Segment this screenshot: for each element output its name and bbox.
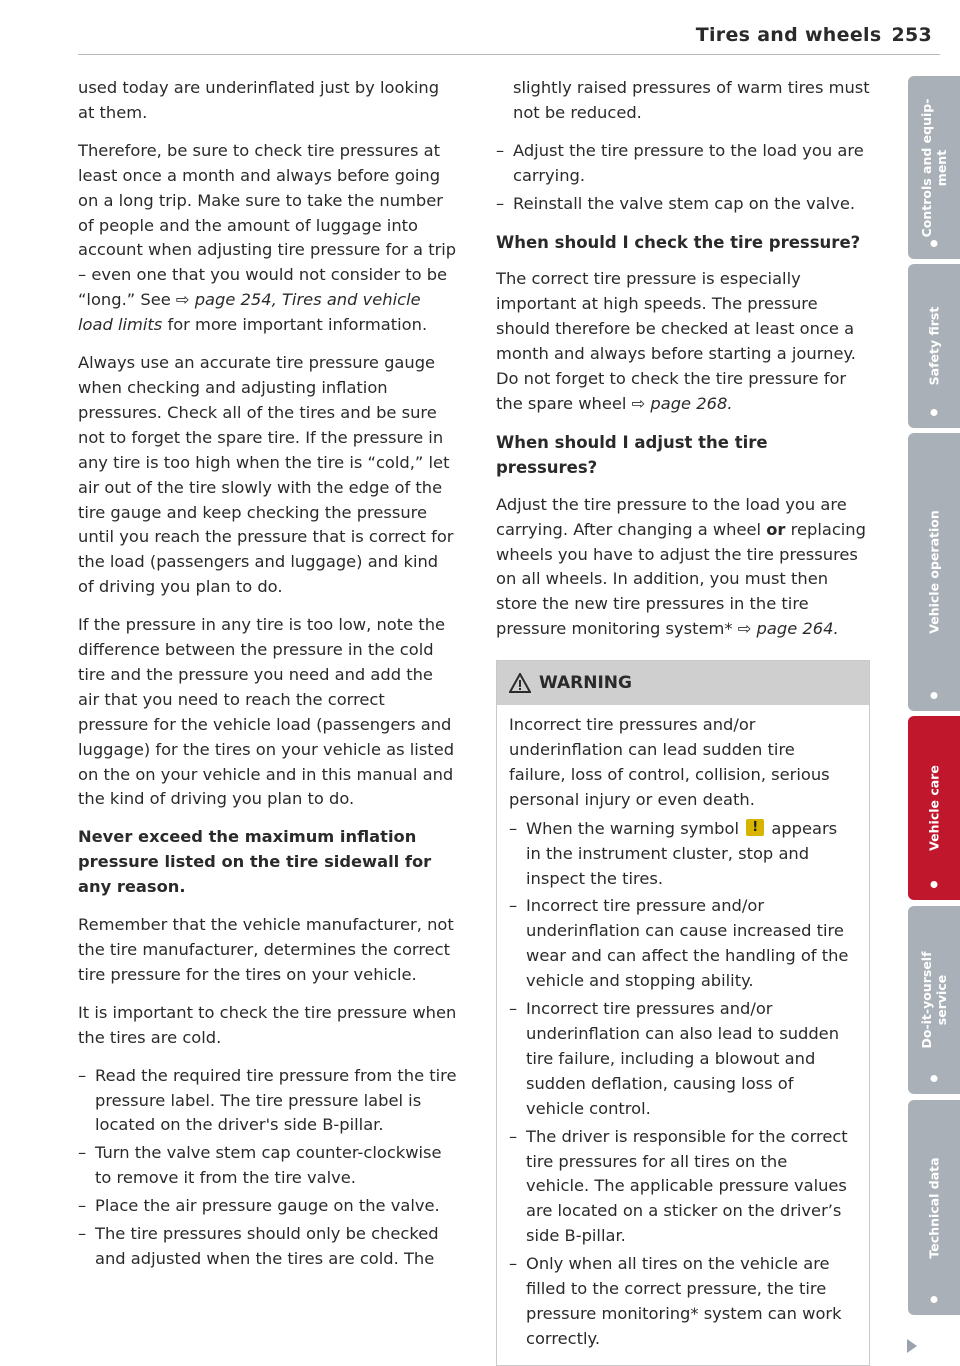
procedure-list [496,139,870,217]
list-item: – The tire pressures should only be checked and adjusted when the tires are cold. The [78,1222,458,1272]
tab-label: Do-it-yourself service [919,951,949,1049]
list-item: – Reinstall the valve stem cap on the valve. [496,192,870,217]
warning-header [497,661,869,705]
warning-title: WARNING [539,672,632,693]
header-rule [78,54,940,55]
page-reference-link[interactable]: ⇨ page 254, Tires and vehicle load limits [78,290,421,335]
paragraph: Therefore, be sure to check tire pressures at least once a month and always before going on a long trip. Make sure to take the number of people and the amount of luggage into account when adjusting tire pressure for a trip – even one that you would not consider to be “long.” See ⇨ page 254, Tires and vehicle load limits for more important information. [78,140,457,335]
header-title: Tires and wheels [695,24,882,46]
warning-list [509,817,855,1352]
paragraph: used today are underinflated just by looking at them. [78,78,440,122]
tab-dot-icon [931,409,938,416]
list-item: – Only when all tires on the vehicle are filled to the correct pressure, the tire pressure monitoring* system can work correctly. [509,1252,855,1352]
warning-body [497,705,869,1365]
section-heading: When should I adjust the tire pressures? [496,432,768,477]
right-column [496,76,870,1366]
paragraph: If the pressure in any tire is too low, note the difference between the pressure in the cold tire and the pressure you need and add the air that you need to reach the correct pressure for the vehicle load (passengers and luggage) for the tires on your vehicle as listed on the on your vehicle and in this manual and the kind of driving you plan to do. [78,615,455,809]
tab-dot-icon [931,240,938,247]
list-item: – Adjust the tire pressure to the load you are carrying. [496,139,870,189]
list-item: – Incorrect tire pressures and/or underinflation can also lead to sudden tire failure, including a blowout and sudden deflation, causing loss of vehicle control. [509,997,855,1122]
tab-dot-icon [931,881,938,888]
tab-vehicle-care[interactable] [908,716,960,900]
list-item: – Place the air pressure gauge on the valve. [78,1194,458,1219]
paragraph: The correct tire pressure is especially important at high speeds. The pressure should therefore be checked at least once a month and always before starting a journey. Do not forget to check the tire pressure for the spare wheel ⇨ page 268. [496,269,856,413]
warning-triangle-icon [509,673,531,693]
tab-label: Vehicle operation [926,510,942,634]
paragraph: Remember that the vehicle manufacturer, not the tire manufacturer, determines the correct tire pressure for the tires on your vehicle. [78,915,454,984]
tire-pressure-warning-icon [746,819,764,836]
warning-intro: Incorrect tire pressures and/or underinflation can lead sudden tire failure, loss of control, collision, serious personal injury or even death. [509,715,830,809]
list-item: – Read the required tire pressure from the tire pressure label. The tire pressure label is located on the driver's side B-pillar. [78,1064,458,1139]
section-heading: When should I check the tire pressure? [496,232,861,252]
tab-dot-icon [931,692,938,699]
tab-controls-and-equipment[interactable] [908,76,960,259]
list-item: – The driver is responsible for the correct tire pressures for all tires on the vehicle. The applicable pressure values are located on a sticker on the driver’s side B-pillar. [509,1125,855,1250]
tab-label: Safety first [926,306,942,386]
list-continuation: slightly raised pressures of warm tires must not be reduced. [513,78,870,122]
procedure-list [78,1064,458,1272]
list-item: – Incorrect tire pressure and/or underinflation can cause increased tire wear and can affect the handling of the vehicle and stopping ability. [509,894,855,994]
tab-vehicle-operation[interactable] [908,433,960,711]
page-reference-link[interactable]: ⇨ page 268. [631,393,733,413]
paragraph: Always use an accurate tire pressure gauge when checking and adjusting inflation pressures. Check all of the tires and be sure not to forget the spare tire. If the pressure in any tire is too high when the tire is “cold,” let air out of the tire slowly with the edge of the tire gauge and keep checking the pressure until you reach the pressure that is correct for the load (passengers and luggage) and kind of driving you plan to do. [78,353,454,597]
list-item: – When the warning symbol ! appears in the instrument cluster, stop and inspect the tires. [509,817,855,892]
tab-safety-first[interactable] [908,264,960,428]
list-item: – Turn the valve stem cap counter-clockwise to remove it from the tire valve. [78,1141,458,1191]
page-number: 253 [891,24,932,46]
left-column [78,76,458,1284]
tab-dot-icon [931,1075,938,1082]
running-header [696,24,932,46]
continue-arrow-icon [907,1339,917,1353]
tab-label: Technical data [926,1156,942,1259]
tab-label: Controls and equip- ment [919,98,949,237]
paragraph: It is important to check the tire pressure when the tires are cold. [78,1002,457,1047]
bold-notice: Never exceed the maximum inflation pressure listed on the tire sidewall for any reason. [78,827,432,897]
warning-box [496,660,870,1366]
tab-label: Vehicle care [926,765,942,851]
tab-do-it-yourself-service[interactable] [908,906,960,1094]
page-reference-link[interactable]: ⇨ page 264. [737,619,839,639]
tab-technical-data[interactable] [908,1100,960,1315]
paragraph: Adjust the tire pressure to the load you are carrying. After changing a wheel or replacing wheels you have to adjust the tire pressures on all wheels. In addition, you must then store the new tire pressures in the tire pressure monitoring system* ⇨ page 264. [496,494,866,639]
tab-dot-icon [931,1296,938,1303]
